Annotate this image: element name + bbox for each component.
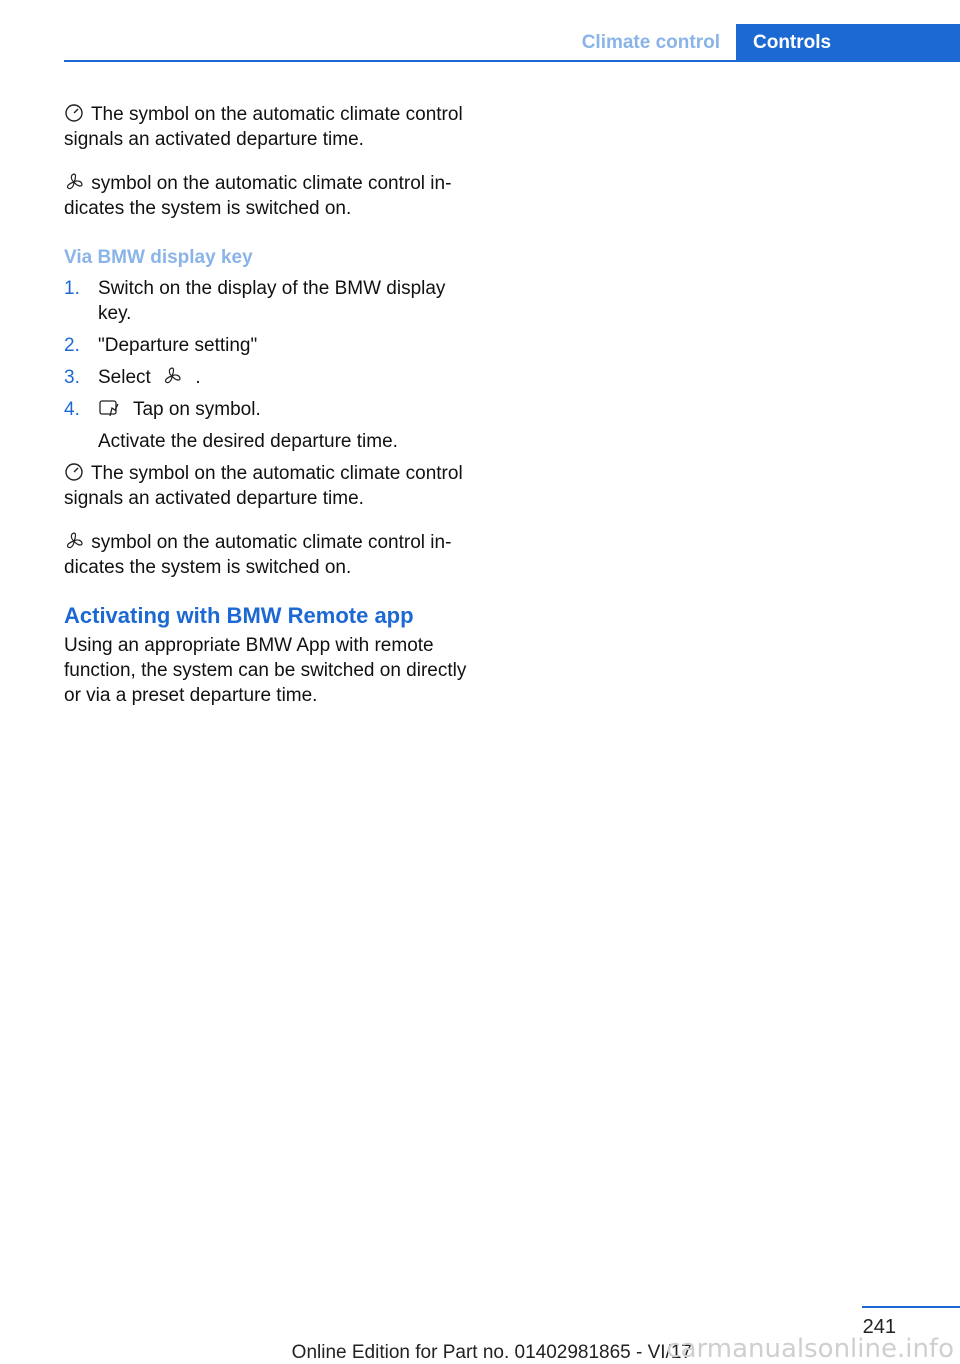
paragraph-text: The symbol on the automatic climate control signals an activated departure time. [64, 463, 463, 509]
step-number: 3. [64, 367, 80, 388]
step-text: Select [98, 367, 151, 388]
header-section-title: Climate control [581, 32, 720, 53]
clock-icon [64, 462, 86, 482]
steps-list [64, 276, 482, 454]
fan-icon [64, 531, 86, 551]
watermark: carmanualsonline.info [666, 1334, 954, 1364]
list-item [64, 276, 482, 326]
paragraph-fan-1 [64, 171, 482, 221]
paragraph-remote-app: Using an appropriate BMW App with remote function, the system can be switched on directly or via a preset departure time. [64, 635, 467, 706]
step-text: "Departure setting" [98, 335, 258, 356]
step-extra-text: Activate the desired departure time. [98, 431, 398, 452]
clock-icon [64, 103, 86, 123]
subheading-via-display-key: Via BMW display key [64, 247, 253, 268]
paragraph-fan-2 [64, 530, 482, 580]
paragraph-text: symbol on the automatic climate control indicates the system is switched on. [64, 532, 452, 578]
step-number: 2. [64, 335, 80, 356]
step-text: Tap on symbol. [132, 399, 261, 420]
step-number: 1. [64, 278, 80, 299]
heading-remote-app: Activating with BMW Remote app [64, 603, 414, 628]
paragraph-text: symbol on the automatic climate control indicates the system is switched on. [64, 173, 452, 219]
list-item [64, 365, 482, 390]
paragraph-clock-1 [64, 102, 482, 152]
fan-icon [64, 172, 86, 192]
fan-icon [162, 366, 184, 386]
paragraph-text: The symbol on the automatic climate control signals an activated departure time. [64, 104, 463, 150]
footer-edition: Online Edition for Part no. 01402981865 - VI/17 [291, 1342, 692, 1363]
touch-icon [98, 398, 120, 418]
list-item [64, 333, 482, 358]
step-text: Switch on the display of the BMW display key. [98, 278, 446, 324]
footer-divider [862, 1306, 960, 1308]
header-chapter-tab: Controls [736, 24, 960, 60]
step-text-after: . [195, 367, 201, 388]
list-item [64, 397, 482, 454]
step-number: 4. [64, 399, 80, 420]
page-content [64, 102, 482, 708]
paragraph-clock-2 [64, 461, 482, 511]
page-number: 241 [862, 1316, 896, 1338]
header-divider [64, 60, 960, 62]
